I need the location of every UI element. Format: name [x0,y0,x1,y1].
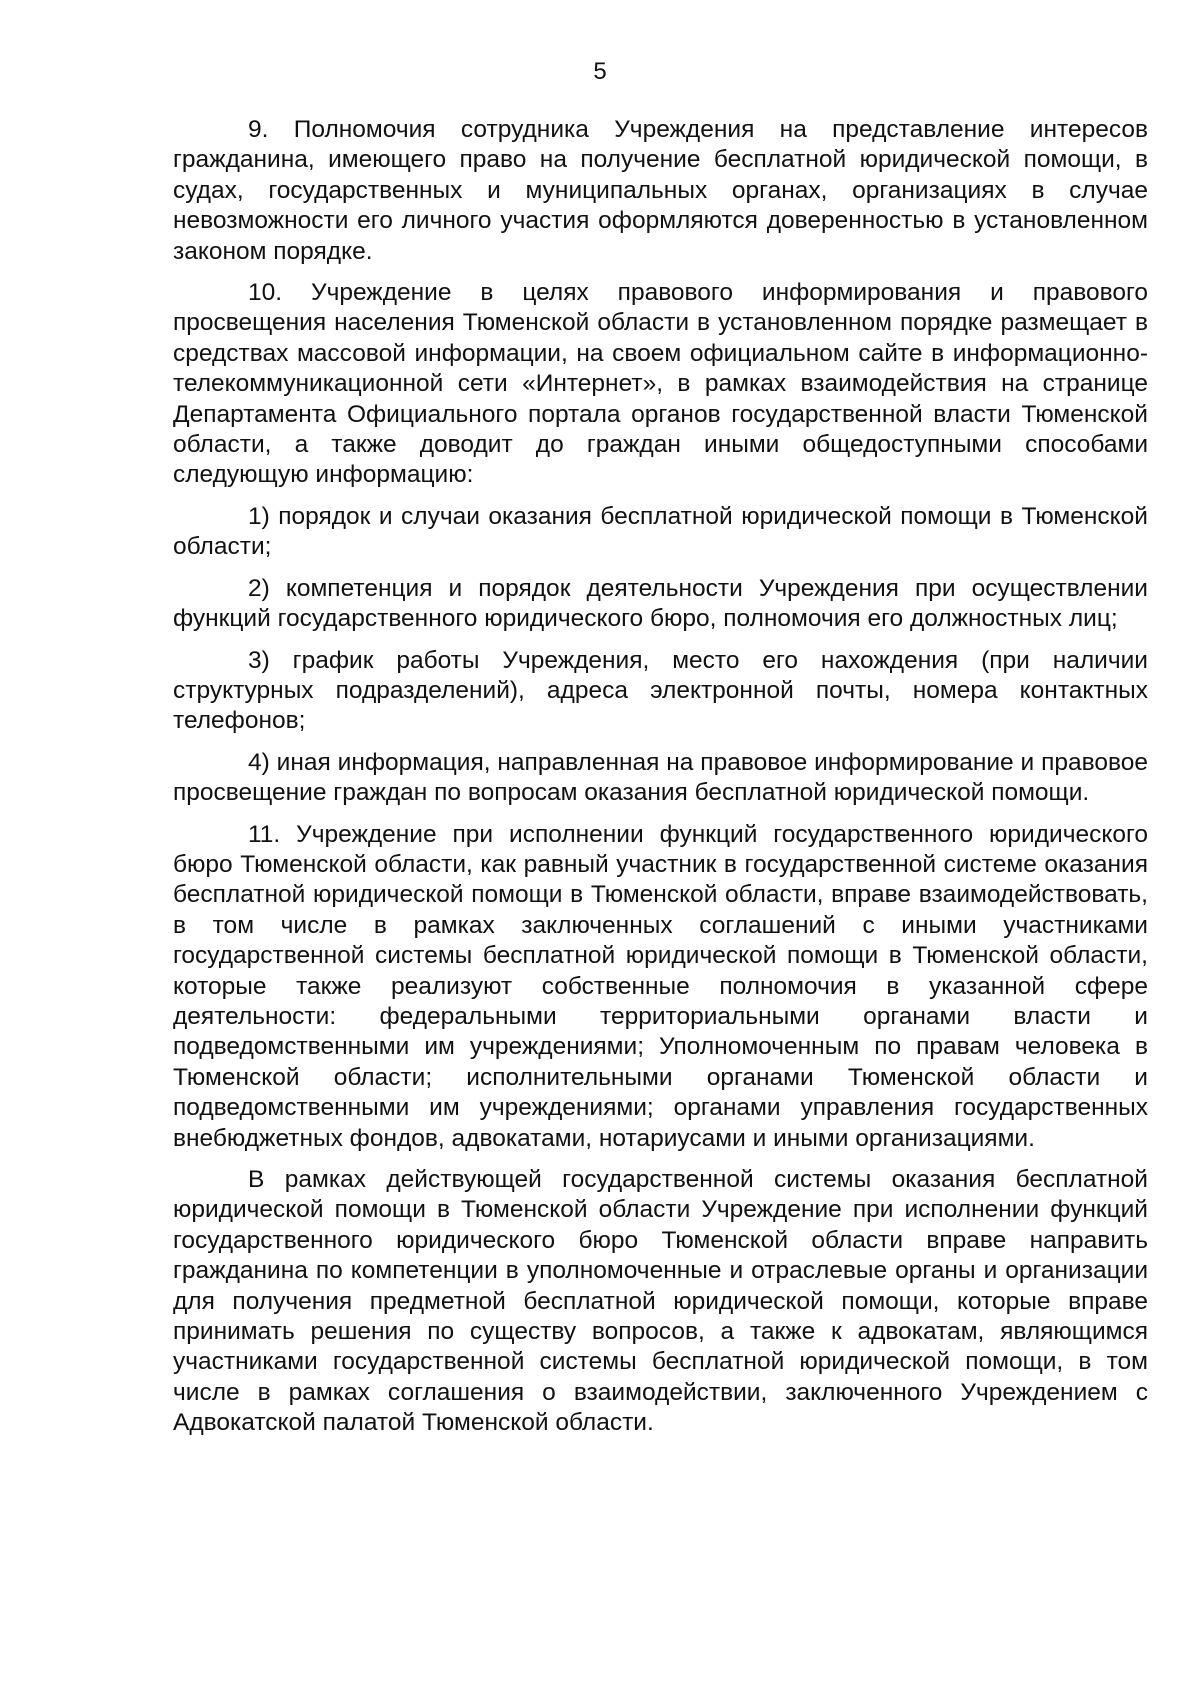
list-item-4: 4) иная информация, направленная на правовое информирование и правовое просвещение граждан по вопросам оказания бесплатной юридической помощи. [173,748,1148,807]
page-number: 5 [593,58,607,85]
paragraph-11-continuation: В рамках действующей государственной системы оказания бесплатной юридической помощи в Тюменской области Учреждение при исполнении функций государственного юридического бюро Тюменской области вправе направить гражданина по компетенции в уполномоченные и отраслевые органы и организации для получения предметной бесплатной юридической помощи, которые вправе принимать решения по существу вопросов, а также к адвокатам, являющимся участниками государственной системы бесплатной юридической помощи, в том числе в рамках соглашения о взаимодействии, заключенного Учреждением с Адвокатской палатой Тюменской области. [173,1166,1148,1437]
list-item-3: 3) график работы Учреждения, место его нахождения (при наличии структурных подразделений), адреса электронной почты, номера контактных телефонов; [173,646,1148,735]
paragraph-9: 9. Полномочия сотрудника Учреждения на представление интересов гражданина, имеющего право на получение бесплатной юридической помощи, в судах, государственных и муниципальных органах, организациях в случае невозможности его личного участия оформляются доверенностью в установленном законом порядке. [173,116,1148,265]
paragraph-11: 11. Учреждение при исполнении функций государственного юридического бюро Тюменской области, как равный участник в государственной системе оказания бесплатной юридической помощи в Тюменской области, вправе взаимодействовать, в том числе в рамках заключенных соглашений с иными участниками государственной системы бесплатной юридической помощи в Тюменской области, которые также реализуют собственные полномочия в указанной сфере деятельности: федеральными территориальными органами власти и подведомственными им учреждениями; Уполномоченным по правам человека в Тюменской области; исполнительными органами Тюменской области и подведомственными им учреждениями; органами управления государственных внебюджетных фондов, адвокатами, нотариусами и иными организациями. [173,820,1148,1152]
document-body [173,115,1148,1450]
list-item-2: 2) компетенция и порядок деятельности Учреждения при осуществлении функций государственного юридического бюро, полномочия его должностных лиц; [173,574,1148,633]
list-item-1: 1) порядок и случаи оказания бесплатной юридической помощи в Тюменской области; [173,502,1148,561]
paragraph-10: 10. Учреждение в целях правового информирования и правового просвещения населения Тюменской области в установленном порядке размещает в средствах массовой информации, на своем официальном сайте в информационно-телекоммуникационной сети «Интернет», в рамках взаимодействия на странице Департамента Официального портала органов государственной власти Тюменской области, а также доводит до граждан иными общедоступными способами следующую информацию: [173,279,1148,489]
